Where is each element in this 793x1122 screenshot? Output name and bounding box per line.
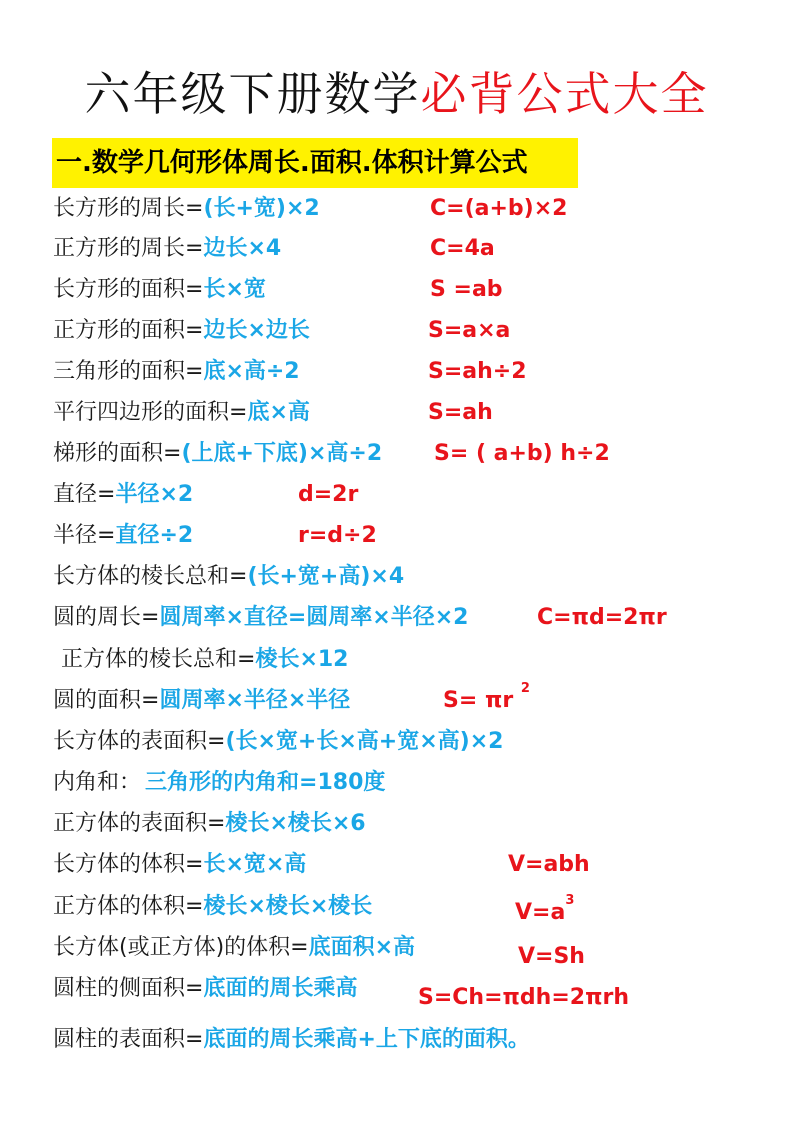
formula-value: 棱长×棱长×棱长 — [203, 894, 373, 919]
formula-row — [0, 519, 793, 553]
formula-label: 正方体的体积= — [53, 894, 204, 919]
formula-lhs — [53, 519, 193, 553]
formula-label: 长方体的表面积= — [53, 729, 226, 754]
formula-label: 内角和： — [53, 770, 142, 795]
formula-value: 边长×边长 — [203, 318, 310, 343]
formula-symbol: S=ah — [428, 400, 493, 425]
formula-row — [0, 478, 793, 512]
formula-row — [0, 1023, 793, 1057]
formula-symbol-superscript: 3 — [565, 893, 575, 908]
formula-lhs — [53, 931, 415, 965]
formula-row — [0, 681, 793, 718]
formula-symbol: C=πd=2πr — [537, 605, 667, 630]
formula-symbol-superscript: 2 — [520, 681, 530, 696]
formula-row — [0, 931, 793, 969]
formula-label: 圆柱的表面积= — [53, 1027, 204, 1052]
formula-lhs — [53, 478, 193, 512]
formula-value: 底面积×高 — [308, 935, 416, 960]
formula-symbol: S=ah÷2 — [428, 359, 527, 384]
formula-row — [0, 725, 793, 759]
formula-label: 正方形的周长= — [53, 236, 204, 261]
formula-value: (长×宽+长×高+宽×高)×2 — [225, 729, 504, 754]
formula-lhs — [53, 807, 366, 841]
formula-value: (长+宽)×2 — [203, 196, 320, 221]
formula-value: 圆周率×直径=圆周率×半径×2 — [159, 605, 469, 630]
formula-label: 直径= — [53, 482, 116, 507]
formula-symbol — [515, 893, 575, 930]
formula-row — [0, 355, 793, 389]
formula-row — [0, 643, 793, 677]
formula-value: 三角形的内角和=180度 — [145, 770, 386, 795]
formula-row — [0, 890, 793, 924]
formula-value: 半径×2 — [115, 482, 194, 507]
formula-label: 长方形的周长= — [53, 196, 204, 221]
formula-row — [0, 560, 793, 594]
formula-value: 直径÷2 — [115, 523, 194, 548]
formula-row — [0, 807, 793, 841]
formula-value: 棱长×棱长×6 — [225, 811, 366, 836]
formula-lhs — [53, 355, 300, 389]
formula-value: (上底+下底)×高÷2 — [181, 441, 383, 466]
formula-lhs — [53, 890, 372, 924]
formula-label: 长方体的体积= — [53, 852, 204, 877]
formula-value: 底面的周长乘高 — [203, 976, 358, 1001]
formula-symbol-text: S= πr — [443, 688, 514, 713]
formula-label: 半径= — [53, 523, 116, 548]
formula-lhs — [53, 560, 404, 594]
formula-symbol: C=(a+b)×2 — [430, 196, 568, 221]
formula-row — [0, 437, 793, 471]
formula-label: 长方体的棱长总和= — [53, 564, 248, 589]
formula-lhs — [53, 848, 306, 882]
formula-value: 棱长×12 — [255, 647, 349, 672]
formula-label: 正方体的表面积= — [53, 811, 226, 836]
section-heading: 一.数学几何形体周长.面积.体积计算公式 — [52, 138, 578, 188]
formula-row — [0, 972, 793, 1010]
formula-label: 圆的面积= — [53, 688, 160, 713]
formula-symbol: V=abh — [508, 852, 590, 877]
formula-symbol: C=4a — [430, 236, 495, 261]
formula-label: 三角形的面积= — [53, 359, 204, 384]
formula-symbol: S=Ch=πdh=2πrh — [418, 985, 629, 1010]
title-black-part: 六年级下册数学 — [84, 67, 421, 121]
formula-row — [0, 766, 793, 800]
formula-value: 底面的周长乘高+上下底的面积。 — [203, 1027, 530, 1052]
formula-row — [0, 848, 793, 882]
formula-symbol: S=a×a — [428, 318, 511, 343]
formula-lhs — [53, 725, 503, 759]
formula-label: 平行四边形的面积= — [53, 400, 248, 425]
formula-label: 长方形的面积= — [53, 277, 204, 302]
formula-row — [0, 273, 793, 307]
formula-lhs — [53, 766, 385, 800]
formula-lhs — [61, 643, 349, 677]
formula-lhs — [53, 437, 382, 471]
formula-label: 梯形的面积= — [53, 441, 182, 466]
formula-lhs — [53, 273, 266, 307]
formula-label: 长方体(或正方体)的体积= — [53, 935, 309, 960]
formula-lhs — [53, 192, 320, 226]
formula-symbol — [443, 681, 530, 718]
formula-value: 长×宽×高 — [203, 852, 307, 877]
formula-label: 圆的周长= — [53, 605, 160, 630]
formula-value: 边长×4 — [203, 236, 282, 261]
formula-row — [0, 601, 793, 635]
formula-value: (长+宽+高)×4 — [247, 564, 405, 589]
formula-symbol: r=d÷2 — [298, 523, 377, 548]
formula-lhs — [53, 601, 468, 635]
formula-lhs — [53, 684, 350, 718]
formula-symbol: d=2r — [298, 482, 359, 507]
formula-symbol-text: V=a — [515, 900, 566, 925]
formula-row — [0, 396, 793, 430]
title-red-part: 必背公式大全 — [420, 67, 709, 121]
formula-row — [0, 314, 793, 348]
formula-lhs — [53, 1023, 530, 1057]
formula-label: 圆柱的侧面积= — [53, 976, 204, 1001]
formula-value: 底×高 — [247, 400, 310, 425]
formula-lhs — [53, 232, 281, 266]
formula-lhs — [53, 396, 310, 430]
formula-label: 正方体的棱长总和= — [61, 647, 256, 672]
formula-label: 正方形的面积= — [53, 318, 204, 343]
formula-symbol: S= ( a+b) h÷2 — [434, 441, 610, 466]
formula-symbol: V=Sh — [518, 944, 585, 969]
formula-value: 圆周率×半径×半径 — [159, 688, 351, 713]
formula-row — [0, 192, 793, 226]
formula-symbol: S =ab — [430, 277, 503, 302]
formula-row — [0, 232, 793, 266]
formula-lhs — [53, 314, 310, 348]
formula-lhs — [53, 972, 357, 1006]
formula-value: 长×宽 — [203, 277, 266, 302]
page-title — [0, 62, 793, 126]
formula-value: 底×高÷2 — [203, 359, 300, 384]
